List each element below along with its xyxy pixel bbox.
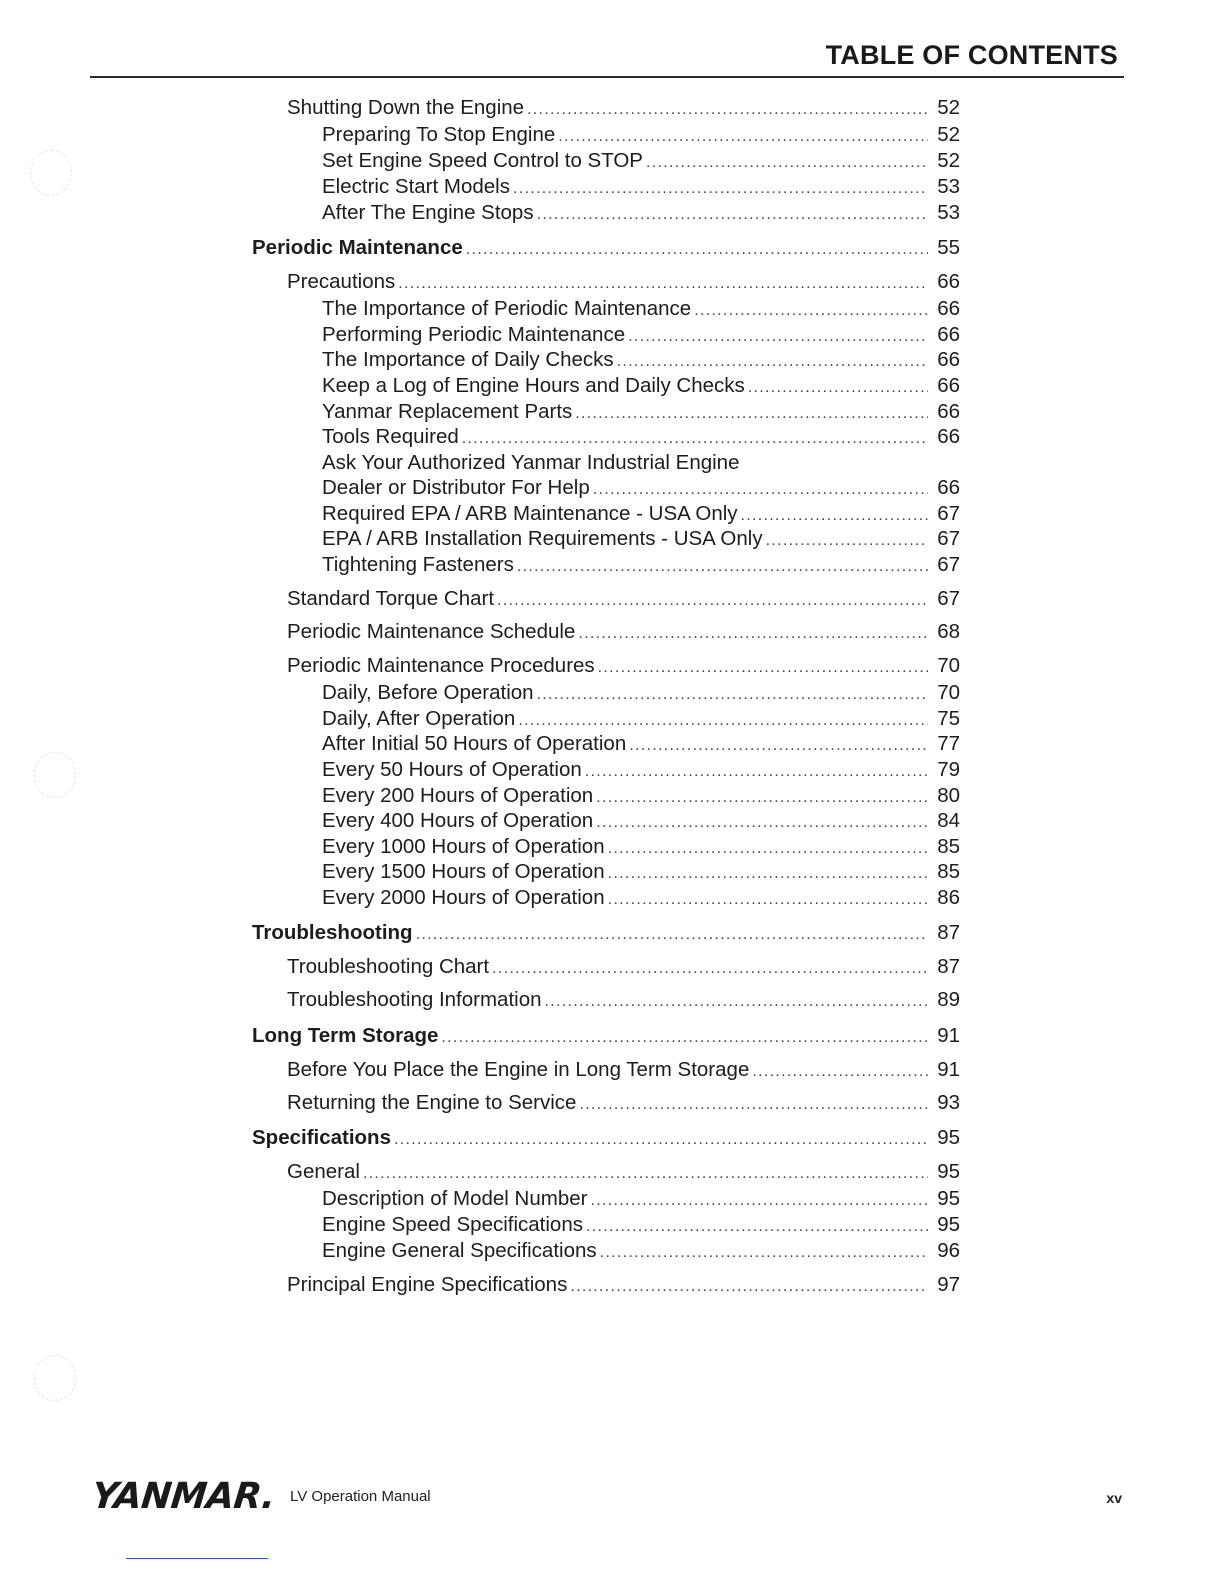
toc-entry-label: Set Engine Speed Control to STOP <box>322 149 643 172</box>
toc-entry-label: After The Engine Stops <box>322 201 534 224</box>
toc-leader-dots <box>608 836 928 860</box>
toc-leader-dots <box>593 477 928 501</box>
toc-entry-page: 86 <box>937 886 960 909</box>
toc-entry[interactable] <box>322 373 960 399</box>
toc-entry-label: Engine General Specifications <box>322 1239 597 1262</box>
toc-section-label: Long Term Storage <box>252 1024 439 1047</box>
toc-leader-dots <box>596 810 928 834</box>
toc-entry[interactable] <box>287 1272 960 1298</box>
toc-entry-label: Returning the Engine to Service <box>287 1091 577 1114</box>
toc-leader-dots <box>694 298 928 322</box>
toc-leader-dots <box>398 271 928 295</box>
yanmar-logo: YANMAR. <box>89 1476 278 1517</box>
toc-entry[interactable] <box>287 269 960 295</box>
toc-leader-dots <box>570 1274 928 1298</box>
toc-entry-page: 66 <box>937 400 960 423</box>
toc-leader-dots <box>585 759 928 783</box>
toc-entry-page: 66 <box>937 270 960 293</box>
toc-entry-page: 87 <box>937 955 960 978</box>
toc-entry[interactable] <box>322 731 960 757</box>
toc-entry-label: General <box>287 1160 360 1183</box>
toc-leader-dots <box>578 621 928 645</box>
toc-section[interactable] <box>252 1125 960 1151</box>
toc-entry[interactable] <box>322 122 960 148</box>
toc-leader-dots <box>579 1092 928 1116</box>
toc-entry-page: 53 <box>937 175 960 198</box>
toc-entry-label: Tools Required <box>322 425 459 448</box>
toc-entry-page: 67 <box>937 553 960 576</box>
toc-entry-page: 77 <box>937 732 960 755</box>
toc-section-label: Periodic Maintenance <box>252 236 463 259</box>
toc-entry[interactable] <box>287 1057 960 1083</box>
toc-leader-dots <box>629 733 928 757</box>
toc-leader-dots <box>575 401 928 425</box>
toc-entry-label: Periodic Maintenance Procedures <box>287 654 595 677</box>
toc-leader-dots <box>748 375 928 399</box>
toc-section-label: Specifications <box>252 1126 391 1149</box>
toc-section[interactable] <box>252 920 960 946</box>
toc-entry-page: 95 <box>937 1160 960 1183</box>
toc-entry[interactable] <box>322 322 960 348</box>
toc-entry[interactable] <box>287 987 960 1013</box>
toc-entry[interactable] <box>322 706 960 732</box>
toc-leader-dots <box>497 588 928 612</box>
toc-entry[interactable] <box>322 296 960 322</box>
toc-entry[interactable] <box>287 619 960 645</box>
toc-entry-label-line1: Ask Your Authorized Yanmar Industrial Engine <box>322 451 740 474</box>
toc-section[interactable] <box>252 235 960 261</box>
toc-leader-dots <box>646 150 928 174</box>
toc-entry-label: Every 1500 Hours of Operation <box>322 860 605 883</box>
toc-entry-page: 95 <box>937 1213 960 1236</box>
toc-entry-label: Tightening Fasteners <box>322 553 514 576</box>
toc-leader-dots <box>608 861 928 885</box>
toc-entry-page: 53 <box>937 201 960 224</box>
toc-entry-page: 66 <box>937 348 960 371</box>
toc-entry[interactable] <box>322 399 960 425</box>
toc-entry-page: 96 <box>937 1239 960 1262</box>
toc-section-page: 95 <box>937 1126 960 1149</box>
toc-leader-dots <box>617 349 928 373</box>
toc-leader-dots <box>545 989 929 1013</box>
toc-entry-label: Preparing To Stop Engine <box>322 123 556 146</box>
toc-section-page: 55 <box>937 236 960 259</box>
toc-leader-dots <box>752 1059 928 1083</box>
toc-leader-dots <box>590 1188 928 1212</box>
toc-leader-dots <box>441 1025 928 1049</box>
toc-leader-dots <box>537 682 928 706</box>
toc-entry-label: Troubleshooting Chart <box>287 955 490 978</box>
toc-entry[interactable] <box>322 834 960 860</box>
toc-leader-dots <box>492 956 928 980</box>
toc-entry-page: 93 <box>937 1091 960 1114</box>
toc-leader-dots <box>517 554 928 578</box>
toc-entry[interactable] <box>322 552 960 578</box>
toc-entry-page: 68 <box>937 620 960 643</box>
toc-section[interactable] <box>252 1023 960 1049</box>
toc-entry-label: Periodic Maintenance Schedule <box>287 620 576 643</box>
toc-entry-label: Daily, After Operation <box>322 707 516 730</box>
toc-leader-dots <box>596 785 928 809</box>
toc-entry-label: Every 200 Hours of Operation <box>322 784 594 807</box>
toc-entry[interactable] <box>322 526 960 552</box>
toc-leader-dots <box>600 1240 928 1264</box>
toc-entry-page: 79 <box>937 758 960 781</box>
toc-leader-dots <box>558 124 928 148</box>
toc-entry[interactable] <box>322 1212 960 1238</box>
toc-entry[interactable] <box>322 424 960 450</box>
toc-entry-page: 85 <box>937 860 960 883</box>
toc-leader-dots <box>741 503 928 527</box>
toc-entry-label: EPA / ARB Installation Requirements - USA Only <box>322 527 763 550</box>
toc-entry[interactable] <box>287 95 960 121</box>
toc-entry-page: 66 <box>937 425 960 448</box>
toc-section-page: 87 <box>937 921 960 944</box>
toc-leader-dots <box>608 887 928 911</box>
toc-entry[interactable] <box>322 680 960 706</box>
footer-divider <box>126 1558 268 1559</box>
toc-entry-label: Engine Speed Specifications <box>322 1213 583 1236</box>
toc-entry[interactable] <box>287 1090 960 1116</box>
toc-leader-dots <box>513 176 928 200</box>
toc-entry-label: Required EPA / ARB Maintenance - USA Only <box>322 502 738 525</box>
toc-entry[interactable] <box>322 859 960 885</box>
toc-leader-dots <box>466 237 928 261</box>
toc-entry[interactable] <box>287 586 960 612</box>
toc-entry-page: 66 <box>937 374 960 397</box>
toc-entry-page: 97 <box>937 1273 960 1296</box>
toc-entry-page: 66 <box>937 476 960 499</box>
toc-entry-label: The Importance of Daily Checks <box>322 348 614 371</box>
toc-entry-page: 75 <box>937 707 960 730</box>
page-number: xv <box>1106 1490 1122 1506</box>
toc-entry[interactable] <box>322 501 960 527</box>
toc-entry-page: 67 <box>937 527 960 550</box>
toc-entry-label: Before You Place the Engine in Long Term Storage <box>287 1058 750 1081</box>
toc-entry[interactable] <box>287 954 960 980</box>
toc-entry-label: Keep a Log of Engine Hours and Daily Checks <box>322 374 745 397</box>
toc-entry-page: 95 <box>937 1187 960 1210</box>
toc-entry[interactable] <box>322 1186 960 1212</box>
toc-entry[interactable] <box>287 1159 960 1185</box>
toc-entry[interactable] <box>322 475 960 501</box>
toc-entry-page: 91 <box>937 1058 960 1081</box>
toc-entry-label: Standard Torque Chart <box>287 587 495 610</box>
toc-leader-dots <box>586 1214 928 1238</box>
toc-entry-page: 84 <box>937 809 960 832</box>
toc-leader-dots <box>598 655 928 679</box>
toc-section-page: 91 <box>937 1024 960 1047</box>
toc-entry-label: Every 400 Hours of Operation <box>322 809 594 832</box>
toc-entry-label: Daily, Before Operation <box>322 681 534 704</box>
toc-entry-page: 85 <box>937 835 960 858</box>
toc-entry-page: 52 <box>937 123 960 146</box>
toc-entry-page: 70 <box>937 681 960 704</box>
toc-entry[interactable] <box>322 174 960 200</box>
toc-entry[interactable] <box>287 653 960 679</box>
toc-entry-page: 66 <box>937 323 960 346</box>
toc-entry-label: Every 50 Hours of Operation <box>322 758 582 781</box>
toc-leader-dots <box>766 528 928 552</box>
toc-entry[interactable] <box>322 148 960 174</box>
toc-entry-label: Electric Start Models <box>322 175 510 198</box>
toc-entry-label: Dealer or Distributor For Help <box>322 476 590 499</box>
toc-entry-label: Shutting Down the Engine <box>287 96 525 119</box>
toc-entry-page: 80 <box>937 784 960 807</box>
toc-entry-page: 52 <box>937 149 960 172</box>
toc-entry-page: 52 <box>937 96 960 119</box>
toc-entry[interactable] <box>322 200 960 226</box>
toc-entry-label: Troubleshooting Information <box>287 988 542 1011</box>
toc-entry-label: Performing Periodic Maintenance <box>322 323 626 346</box>
toc-entry-label: Principal Engine Specifications <box>287 1273 568 1296</box>
toc-leader-dots <box>394 1127 928 1151</box>
toc-entry-page: 67 <box>937 587 960 610</box>
toc-entry-page: 66 <box>937 297 960 320</box>
toc-leader-dots <box>518 708 928 732</box>
toc-leader-dots <box>363 1161 928 1185</box>
toc-entry-label: Every 2000 Hours of Operation <box>322 886 605 909</box>
toc-entry[interactable] <box>322 1238 960 1264</box>
toc-entry-page: 70 <box>937 654 960 677</box>
toc-section-label: Troubleshooting <box>252 921 413 944</box>
toc-entry[interactable] <box>322 347 960 373</box>
toc-leader-dots <box>416 922 928 946</box>
toc-leader-dots <box>462 426 928 450</box>
toc-entry-page: 89 <box>937 988 960 1011</box>
toc-entry[interactable] <box>322 808 960 834</box>
toc-entry-label: Yanmar Replacement Parts <box>322 400 573 423</box>
toc-entry[interactable] <box>322 757 960 783</box>
toc-entry-page: 67 <box>937 502 960 525</box>
toc-entry[interactable] <box>322 885 960 911</box>
toc-leader-dots <box>537 202 928 226</box>
manual-title: LV Operation Manual <box>290 1488 431 1505</box>
toc-entry-label: Precautions <box>287 270 396 293</box>
page-title: TABLE OF CONTENTS <box>825 40 1118 70</box>
toc-entry-label: Description of Model Number <box>322 1187 588 1210</box>
toc-entry-label: The Importance of Periodic Maintenance <box>322 297 692 320</box>
toc-leader-dots <box>628 324 928 348</box>
toc-entry-label: After Initial 50 Hours of Operation <box>322 732 627 755</box>
toc-entry[interactable] <box>322 783 960 809</box>
toc-leader-dots <box>527 97 928 121</box>
toc-entry-label: Every 1000 Hours of Operation <box>322 835 605 858</box>
